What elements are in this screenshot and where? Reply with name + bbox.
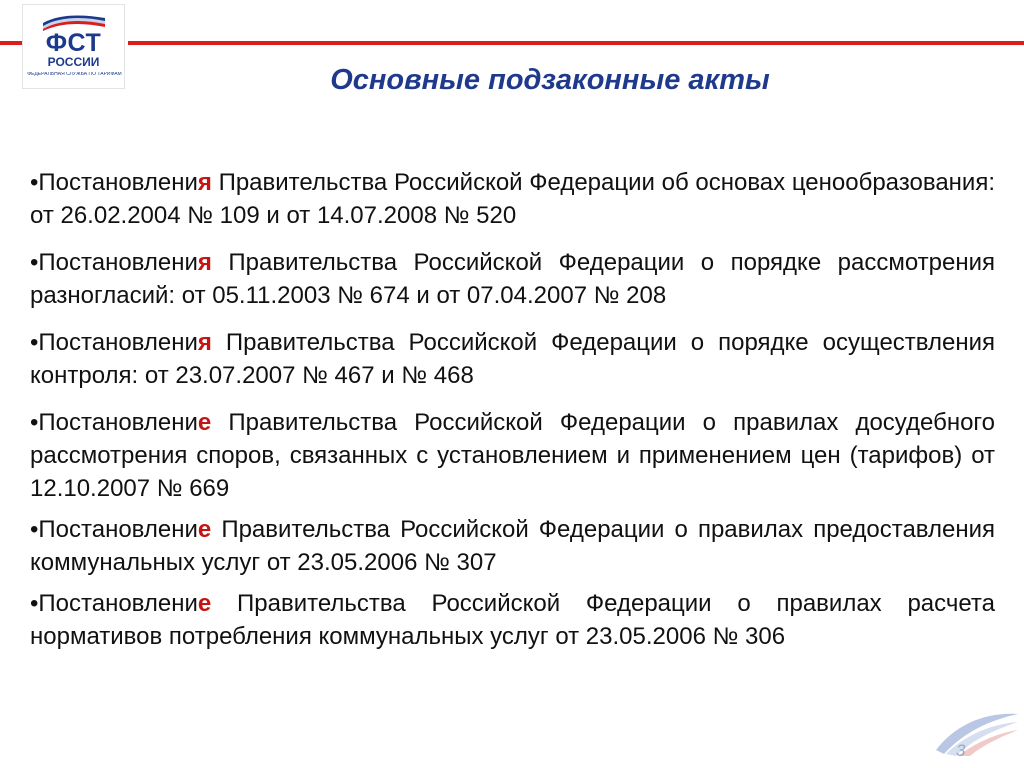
list-item — [30, 406, 995, 505]
swoosh-icon — [932, 706, 1020, 758]
item-prefix: Постановлени — [38, 329, 198, 356]
item-prefix: Постановлени — [38, 590, 198, 617]
item-prefix: Постановлени — [38, 169, 198, 196]
item-ending-highlight: я — [197, 249, 212, 276]
acts-list — [30, 166, 995, 661]
logo-small-text: ФЕДЕРАЛЬНАЯ СЛУЖБА ПО ТАРИФАМ — [27, 72, 122, 77]
list-item — [30, 246, 995, 312]
item-prefix: Постановлени — [38, 409, 198, 436]
item-ending-highlight: е — [197, 590, 212, 617]
item-text: Правительства Российской Федерации о порядке рассмотрения разногласий: от 05.11.2003 № 674 и от 07.04.2007 № 208 — [30, 249, 995, 309]
item-ending-highlight: я — [197, 329, 212, 356]
bullet: • — [30, 329, 39, 356]
header-red-bar — [128, 41, 1024, 45]
item-prefix: Постановлени — [38, 516, 198, 543]
item-ending-highlight: е — [197, 516, 212, 543]
list-item — [30, 326, 995, 392]
item-ending-highlight: я — [197, 169, 212, 196]
logo-main-text: ФСТ — [45, 29, 102, 57]
item-text: Правительства Российской Федерации о порядке осуществления контроля: от 23.07.2007 № 467 и № 468 — [30, 329, 995, 389]
item-text: Правительства Российской Федерации об основах ценообразования: от 26.02.2004 № 109 и от 14.07.2008 № 520 — [30, 169, 995, 229]
list-item — [30, 166, 995, 232]
page-number: 3 — [956, 741, 966, 760]
bullet: • — [30, 409, 39, 436]
list-item — [30, 587, 995, 653]
item-ending-highlight: е — [197, 409, 212, 436]
header-red-bar-left — [0, 41, 22, 45]
bullet: • — [30, 249, 39, 276]
bullet: • — [30, 516, 39, 543]
bullet: • — [30, 169, 39, 196]
item-text: Правительства Российской Федерации о правилах досудебного рассмотрения споров, связанных с установлением и применением цен (тарифов) от 12.10.2007 № 669 — [30, 409, 995, 502]
slide-title: Основные подзаконные акты — [330, 64, 770, 96]
list-item — [30, 513, 995, 579]
logo-sub-text: РОССИИ — [47, 55, 100, 69]
item-text: Правительства Российской Федерации о правилах расчета нормативов потребления коммунальных услуг от 23.05.2006 № 306 — [30, 590, 995, 650]
item-prefix: Постановлени — [38, 249, 198, 276]
bullet: • — [30, 590, 39, 617]
item-text: Правительства Российской Федерации о правилах предоставления коммунальных услуг от 23.05.2006 № 307 — [30, 516, 995, 576]
